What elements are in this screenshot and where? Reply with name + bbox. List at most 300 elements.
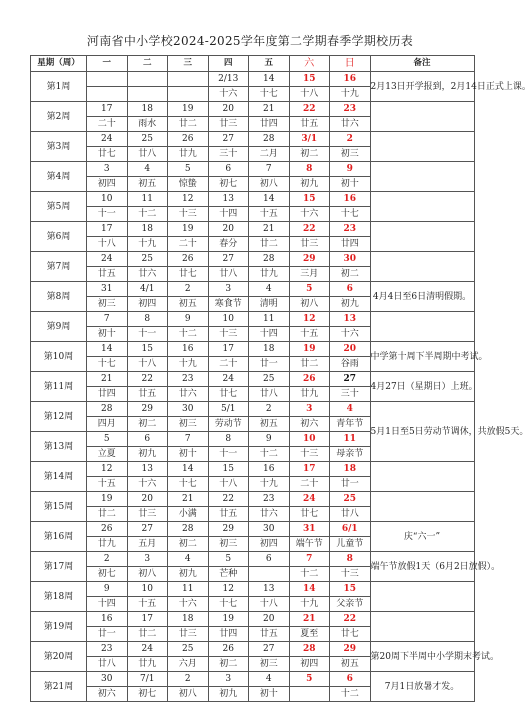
header-thursday: 四 xyxy=(208,56,249,72)
header-sunday: 日 xyxy=(330,56,371,72)
date-cell: 7/1 xyxy=(127,672,168,687)
week-label: 第16周 xyxy=(31,522,87,552)
note-cell: 中学第十周下半周期中考试。 xyxy=(370,342,474,372)
date-cell: 9 xyxy=(168,312,209,327)
lunar-cell: 十二 xyxy=(289,567,330,582)
date-cell: 23 xyxy=(87,642,128,657)
date-cell: 17 xyxy=(87,102,128,117)
note-cell xyxy=(370,162,474,192)
lunar-cell: 十八 xyxy=(127,357,168,372)
note-cell xyxy=(370,312,474,342)
date-cell: 28 xyxy=(249,132,290,147)
lunar-cell: 十五 xyxy=(249,207,290,222)
lunar-cell: 十七 xyxy=(87,357,128,372)
date-cell: 24 xyxy=(127,642,168,657)
date-cell: 29 xyxy=(208,522,249,537)
date-cell: 18 xyxy=(330,462,371,477)
date-cell: 9 xyxy=(330,162,371,177)
week-label: 第8周 xyxy=(31,282,87,312)
date-cell: 30 xyxy=(87,672,128,687)
lunar-cell: 初二 xyxy=(168,537,209,552)
date-cell: 14 xyxy=(249,72,290,87)
date-cell: 6 xyxy=(208,162,249,177)
date-cell: 5/1 xyxy=(208,402,249,417)
lunar-cell: 廿四 xyxy=(87,387,128,402)
lunar-cell: 廿二 xyxy=(127,627,168,642)
header-friday: 五 xyxy=(249,56,290,72)
lunar-cell: 十三 xyxy=(208,327,249,342)
lunar-cell: 廿一 xyxy=(87,627,128,642)
lunar-cell: 十一 xyxy=(127,327,168,342)
lunar-cell: 初八 xyxy=(249,177,290,192)
lunar-cell: 十八 xyxy=(208,477,249,492)
date-cell: 3 xyxy=(127,552,168,567)
lunar-cell: 十九 xyxy=(127,237,168,252)
lunar-cell: 十五 xyxy=(87,477,128,492)
lunar-cell: 廿三 xyxy=(127,507,168,522)
week-row-dates xyxy=(31,162,475,177)
lunar-cell: 十三 xyxy=(168,207,209,222)
lunar-cell: 初八 xyxy=(127,567,168,582)
lunar-cell: 夏至 xyxy=(289,627,330,642)
lunar-cell: 初六 xyxy=(87,687,128,702)
date-cell: 26 xyxy=(168,132,209,147)
date-cell: 2/13 xyxy=(208,72,249,87)
lunar-cell: 四月 xyxy=(87,417,128,432)
lunar-cell: 二十 xyxy=(87,117,128,132)
note-cell xyxy=(370,462,474,492)
lunar-cell: 十六 xyxy=(127,477,168,492)
lunar-cell: 十四 xyxy=(87,597,128,612)
lunar-cell: 初五 xyxy=(127,177,168,192)
note-cell: 第20周下半周中小学期末考试。 xyxy=(370,642,474,672)
week-row-dates xyxy=(31,552,475,567)
date-cell: 11 xyxy=(330,432,371,447)
date-cell: 11 xyxy=(127,192,168,207)
week-label: 第15周 xyxy=(31,492,87,522)
lunar-cell: 十九 xyxy=(330,87,371,102)
week-label: 第13周 xyxy=(31,432,87,462)
lunar-cell: 初四 xyxy=(289,657,330,672)
lunar-cell xyxy=(249,567,290,582)
lunar-cell: 廿七 xyxy=(208,387,249,402)
date-cell: 10 xyxy=(87,192,128,207)
week-label: 第6周 xyxy=(31,222,87,252)
week-row-dates xyxy=(31,672,475,687)
lunar-cell: 初七 xyxy=(208,177,249,192)
lunar-cell: 廿八 xyxy=(330,507,371,522)
date-cell: 23 xyxy=(330,222,371,237)
date-cell: 8 xyxy=(127,312,168,327)
date-cell: 6/1 xyxy=(330,522,371,537)
lunar-cell: 廿九 xyxy=(127,657,168,672)
lunar-cell: 十二 xyxy=(330,687,371,702)
week-row-dates xyxy=(31,642,475,657)
date-cell: 18 xyxy=(249,342,290,357)
date-cell: 11 xyxy=(249,312,290,327)
lunar-cell: 十二 xyxy=(127,207,168,222)
lunar-cell: 廿六 xyxy=(330,117,371,132)
date-cell: 27 xyxy=(330,372,371,387)
date-cell: 3/1 xyxy=(289,132,330,147)
date-cell: 16 xyxy=(168,342,209,357)
date-cell: 26 xyxy=(289,372,330,387)
date-cell: 17 xyxy=(127,612,168,627)
lunar-cell: 春分 xyxy=(208,237,249,252)
lunar-cell: 十六 xyxy=(208,87,249,102)
note-cell xyxy=(370,102,474,132)
date-cell: 19 xyxy=(289,342,330,357)
note-cell: 4月4日至6日清明假期。 xyxy=(370,282,474,312)
lunar-cell: 廿二 xyxy=(289,357,330,372)
date-cell: 27 xyxy=(249,642,290,657)
date-cell: 6 xyxy=(249,552,290,567)
lunar-cell: 初三 xyxy=(87,297,128,312)
date-cell: 10 xyxy=(127,582,168,597)
lunar-cell: 二十 xyxy=(208,357,249,372)
lunar-cell: 十七 xyxy=(168,477,209,492)
lunar-cell: 初五 xyxy=(249,417,290,432)
week-row-dates xyxy=(31,222,475,237)
lunar-cell: 廿八 xyxy=(249,387,290,402)
date-cell: 20 xyxy=(208,102,249,117)
date-cell: 4/1 xyxy=(127,282,168,297)
date-cell: 14 xyxy=(249,192,290,207)
lunar-cell: 立夏 xyxy=(87,447,128,462)
date-cell: 26 xyxy=(168,252,209,267)
lunar-cell: 惊蛰 xyxy=(168,177,209,192)
date-cell: 29 xyxy=(127,402,168,417)
lunar-cell xyxy=(87,87,128,102)
lunar-cell: 初八 xyxy=(168,687,209,702)
date-cell: 29 xyxy=(289,252,330,267)
lunar-cell: 廿一 xyxy=(330,477,371,492)
week-label: 第2周 xyxy=(31,102,87,132)
lunar-cell: 十四 xyxy=(249,327,290,342)
lunar-cell: 廿三 xyxy=(168,627,209,642)
week-label: 第20周 xyxy=(31,642,87,672)
date-cell: 10 xyxy=(208,312,249,327)
lunar-cell: 初九 xyxy=(208,687,249,702)
date-cell: 21 xyxy=(289,612,330,627)
lunar-cell: 十八 xyxy=(87,237,128,252)
lunar-cell: 初四 xyxy=(249,537,290,552)
lunar-cell: 二月 xyxy=(249,147,290,162)
lunar-cell: 十八 xyxy=(289,87,330,102)
note-cell xyxy=(370,132,474,162)
lunar-cell: 廿五 xyxy=(208,507,249,522)
lunar-cell: 十一 xyxy=(87,207,128,222)
date-cell: 6 xyxy=(330,672,371,687)
date-cell: 17 xyxy=(87,222,128,237)
note-cell xyxy=(370,252,474,282)
date-cell: 31 xyxy=(289,522,330,537)
lunar-cell: 十五 xyxy=(127,597,168,612)
week-row-dates xyxy=(31,462,475,477)
date-cell: 30 xyxy=(330,252,371,267)
lunar-cell: 十七 xyxy=(330,207,371,222)
lunar-cell xyxy=(289,687,330,702)
date-cell: 6 xyxy=(127,432,168,447)
date-cell: 17 xyxy=(208,342,249,357)
date-cell: 9 xyxy=(87,582,128,597)
lunar-cell: 廿四 xyxy=(208,627,249,642)
lunar-cell: 初四 xyxy=(127,297,168,312)
date-cell: 4 xyxy=(127,162,168,177)
date-cell: 22 xyxy=(289,102,330,117)
date-cell: 12 xyxy=(208,582,249,597)
lunar-cell: 廿八 xyxy=(87,657,128,672)
lunar-cell: 十三 xyxy=(289,447,330,462)
note-cell xyxy=(370,612,474,642)
lunar-cell: 初九 xyxy=(168,567,209,582)
date-cell: 28 xyxy=(168,522,209,537)
lunar-cell xyxy=(168,87,209,102)
lunar-cell: 廿三 xyxy=(289,237,330,252)
lunar-cell: 五月 xyxy=(127,537,168,552)
date-cell: 20 xyxy=(249,612,290,627)
date-cell: 26 xyxy=(208,642,249,657)
date-cell: 19 xyxy=(87,492,128,507)
date-cell: 23 xyxy=(168,372,209,387)
lunar-cell: 三月 xyxy=(289,267,330,282)
header-notes: 备注 xyxy=(370,56,474,72)
lunar-cell: 廿九 xyxy=(289,387,330,402)
lunar-cell: 小满 xyxy=(168,507,209,522)
lunar-cell: 初十 xyxy=(87,327,128,342)
date-cell: 4 xyxy=(330,402,371,417)
date-cell: 7 xyxy=(87,312,128,327)
header-tuesday: 二 xyxy=(127,56,168,72)
lunar-cell: 廿八 xyxy=(208,267,249,282)
date-cell: 10 xyxy=(289,432,330,447)
date-cell: 18 xyxy=(127,102,168,117)
lunar-cell: 二十 xyxy=(289,477,330,492)
date-cell: 21 xyxy=(87,372,128,387)
lunar-cell: 初九 xyxy=(127,447,168,462)
lunar-cell: 初十 xyxy=(249,687,290,702)
lunar-cell: 劳动节 xyxy=(208,417,249,432)
lunar-cell: 初三 xyxy=(249,657,290,672)
date-cell: 5 xyxy=(289,282,330,297)
date-cell: 3 xyxy=(208,672,249,687)
lunar-cell: 初二 xyxy=(330,267,371,282)
lunar-cell: 二十 xyxy=(168,237,209,252)
lunar-cell: 廿二 xyxy=(87,507,128,522)
date-cell: 15 xyxy=(330,582,371,597)
date-cell: 4 xyxy=(168,552,209,567)
date-cell: 22 xyxy=(289,222,330,237)
lunar-cell: 廿七 xyxy=(330,627,371,642)
date-cell: 12 xyxy=(168,192,209,207)
week-row-dates xyxy=(31,372,475,387)
date-cell: 16 xyxy=(330,192,371,207)
date-cell: 22 xyxy=(330,612,371,627)
date-cell: 15 xyxy=(127,342,168,357)
lunar-cell: 廿七 xyxy=(289,507,330,522)
lunar-cell: 十六 xyxy=(168,597,209,612)
lunar-cell: 初九 xyxy=(289,177,330,192)
week-row-dates xyxy=(31,72,475,87)
date-cell: 7 xyxy=(168,432,209,447)
lunar-cell: 十五 xyxy=(289,327,330,342)
lunar-cell: 初四 xyxy=(87,177,128,192)
week-row-dates xyxy=(31,612,475,627)
lunar-cell: 初三 xyxy=(168,417,209,432)
week-label: 第21周 xyxy=(31,672,87,702)
date-cell: 2 xyxy=(168,672,209,687)
date-cell: 13 xyxy=(249,582,290,597)
date-cell: 19 xyxy=(168,102,209,117)
date-cell: 28 xyxy=(249,252,290,267)
date-cell: 21 xyxy=(249,102,290,117)
date-cell: 5 xyxy=(208,552,249,567)
date-cell: 7 xyxy=(249,162,290,177)
note-cell: 庆“六一” xyxy=(370,522,474,552)
date-cell: 5 xyxy=(168,162,209,177)
date-cell: 8 xyxy=(208,432,249,447)
week-label: 第19周 xyxy=(31,612,87,642)
date-cell xyxy=(168,72,209,87)
week-row-dates xyxy=(31,132,475,147)
date-cell: 3 xyxy=(289,402,330,417)
header-monday: 一 xyxy=(87,56,128,72)
lunar-cell: 廿九 xyxy=(168,147,209,162)
week-label: 第10周 xyxy=(31,342,87,372)
date-cell: 22 xyxy=(208,492,249,507)
date-cell: 12 xyxy=(289,312,330,327)
week-label: 第5周 xyxy=(31,192,87,222)
week-label: 第14周 xyxy=(31,462,87,492)
week-row-dates xyxy=(31,282,475,297)
week-row-dates xyxy=(31,192,475,207)
lunar-cell: 廿六 xyxy=(168,387,209,402)
date-cell: 30 xyxy=(168,402,209,417)
week-label: 第9周 xyxy=(31,312,87,342)
week-label: 第12周 xyxy=(31,402,87,432)
date-cell: 2 xyxy=(249,402,290,417)
date-cell: 2 xyxy=(330,132,371,147)
date-cell: 16 xyxy=(330,72,371,87)
lunar-cell: 端午节 xyxy=(289,537,330,552)
date-cell: 16 xyxy=(249,462,290,477)
week-label: 第18周 xyxy=(31,582,87,612)
lunar-cell: 廿七 xyxy=(87,147,128,162)
note-cell: 端午节放假1天（6月2日放假）。 xyxy=(370,552,474,582)
date-cell: 31 xyxy=(87,282,128,297)
lunar-cell: 廿九 xyxy=(249,267,290,282)
lunar-cell: 十八 xyxy=(249,597,290,612)
header-wednesday: 三 xyxy=(168,56,209,72)
lunar-cell: 初三 xyxy=(208,537,249,552)
lunar-cell: 十七 xyxy=(249,87,290,102)
date-cell: 26 xyxy=(87,522,128,537)
week-row-dates xyxy=(31,252,475,267)
date-cell: 21 xyxy=(168,492,209,507)
date-cell: 3 xyxy=(87,162,128,177)
lunar-cell: 廿二 xyxy=(249,237,290,252)
lunar-cell: 儿童节 xyxy=(330,537,371,552)
lunar-cell: 初六 xyxy=(289,417,330,432)
date-cell: 27 xyxy=(208,252,249,267)
header-row xyxy=(31,56,475,72)
date-cell: 23 xyxy=(330,102,371,117)
note-cell xyxy=(370,492,474,522)
week-label: 第11周 xyxy=(31,372,87,402)
date-cell: 14 xyxy=(168,462,209,477)
note-cell: 5月1日至5日劳动节调休，共放假5天。 xyxy=(370,402,474,462)
lunar-cell: 廿四 xyxy=(249,117,290,132)
lunar-cell: 初三 xyxy=(330,147,371,162)
lunar-cell: 廿五 xyxy=(127,387,168,402)
week-row-dates xyxy=(31,582,475,597)
week-row-dates xyxy=(31,102,475,117)
week-label: 第1周 xyxy=(31,72,87,102)
lunar-cell: 十三 xyxy=(330,567,371,582)
date-cell: 24 xyxy=(208,372,249,387)
date-cell: 2 xyxy=(87,552,128,567)
lunar-cell: 廿三 xyxy=(208,117,249,132)
lunar-cell: 初五 xyxy=(330,657,371,672)
lunar-cell: 初二 xyxy=(289,147,330,162)
note-cell: 7月1日放暑才发。 xyxy=(370,672,474,702)
date-cell: 13 xyxy=(208,192,249,207)
date-cell: 21 xyxy=(249,222,290,237)
lunar-cell: 廿四 xyxy=(330,237,371,252)
date-cell: 2 xyxy=(168,282,209,297)
lunar-cell: 十六 xyxy=(289,207,330,222)
date-cell: 24 xyxy=(87,252,128,267)
date-cell: 9 xyxy=(249,432,290,447)
date-cell: 28 xyxy=(87,402,128,417)
date-cell: 7 xyxy=(289,552,330,567)
date-cell: 22 xyxy=(127,372,168,387)
header-week: 星期（周） xyxy=(31,56,87,72)
lunar-cell: 廿五 xyxy=(87,267,128,282)
date-cell xyxy=(87,72,128,87)
lunar-cell: 廿八 xyxy=(127,147,168,162)
lunar-cell: 十二 xyxy=(249,447,290,462)
lunar-cell: 初八 xyxy=(289,297,330,312)
date-cell: 25 xyxy=(249,372,290,387)
week-label: 第7周 xyxy=(31,252,87,282)
note-cell xyxy=(370,222,474,252)
date-cell: 14 xyxy=(289,582,330,597)
lunar-cell: 初七 xyxy=(127,687,168,702)
header-saturday: 六 xyxy=(289,56,330,72)
date-cell: 8 xyxy=(330,552,371,567)
date-cell: 19 xyxy=(208,612,249,627)
lunar-cell: 十六 xyxy=(330,327,371,342)
date-cell: 20 xyxy=(330,342,371,357)
date-cell: 19 xyxy=(168,222,209,237)
date-cell: 8 xyxy=(289,162,330,177)
date-cell: 24 xyxy=(87,132,128,147)
lunar-cell: 初十 xyxy=(330,177,371,192)
lunar-cell: 初十 xyxy=(168,447,209,462)
note-cell xyxy=(370,582,474,612)
date-cell: 5 xyxy=(289,672,330,687)
date-cell: 15 xyxy=(208,462,249,477)
lunar-cell: 廿二 xyxy=(168,117,209,132)
lunar-cell: 三十 xyxy=(330,387,371,402)
date-cell: 16 xyxy=(87,612,128,627)
school-calendar-table xyxy=(30,55,531,702)
lunar-cell: 初五 xyxy=(168,297,209,312)
date-cell: 25 xyxy=(168,642,209,657)
date-cell: 20 xyxy=(127,492,168,507)
lunar-cell: 廿六 xyxy=(127,267,168,282)
